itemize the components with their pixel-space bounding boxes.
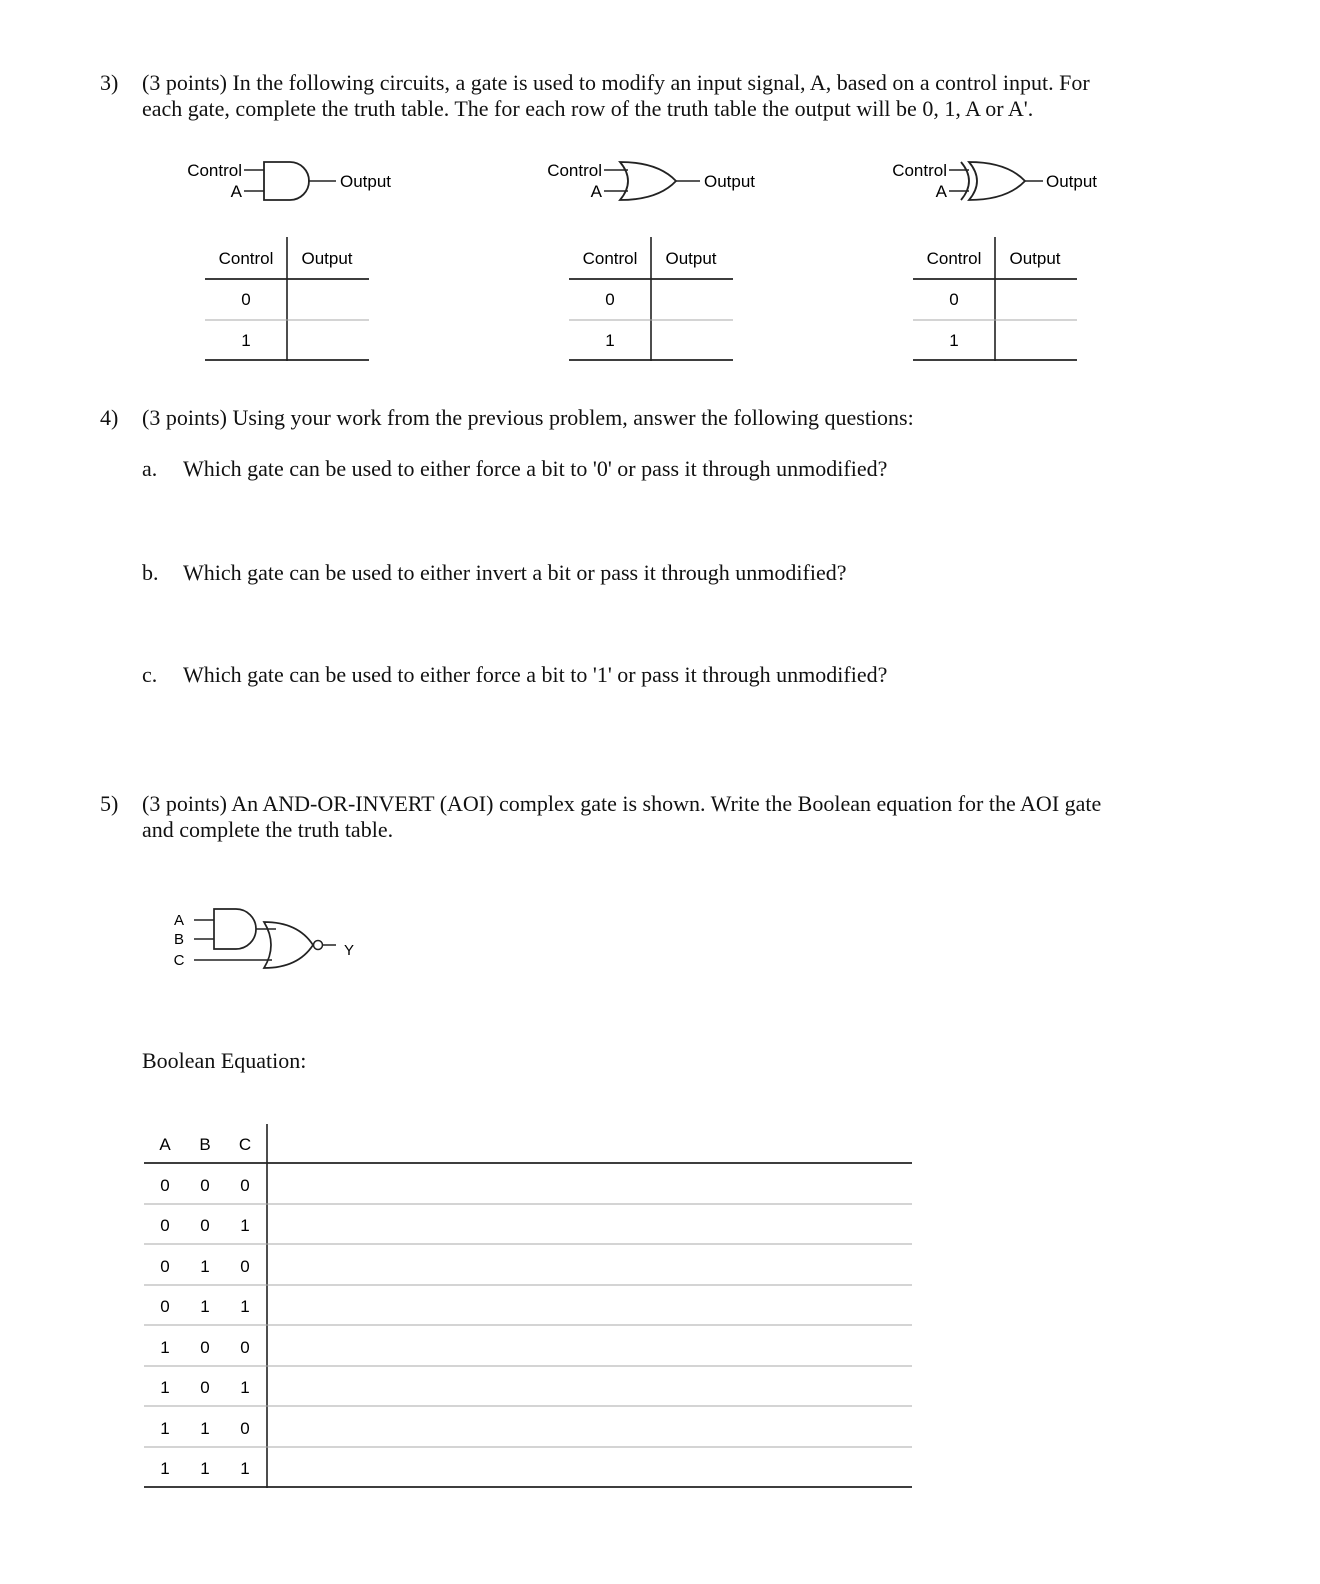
- table-row-control-0: 0: [605, 290, 615, 309]
- aoi-cell: 0: [240, 1257, 250, 1276]
- aoi-cell: 1: [160, 1338, 170, 1357]
- table-header-control: Control: [582, 249, 638, 268]
- aoi-cell: 0: [200, 1216, 210, 1235]
- table-row-control-1: 1: [949, 331, 959, 350]
- gate-a-label: A: [590, 182, 602, 201]
- table-header-control: Control: [218, 249, 274, 268]
- table-row-control-1: 1: [241, 331, 251, 350]
- gate-control-label: Control: [187, 161, 242, 180]
- aoi-input-b: B: [173, 931, 185, 948]
- aoi-input-a: A: [173, 912, 185, 929]
- aoi-cell: 0: [240, 1176, 250, 1195]
- aoi-cell: 0: [240, 1338, 250, 1357]
- table-row: [160, 1459, 249, 1478]
- q4-number: 4): [100, 405, 119, 430]
- truth-table-xor: [913, 235, 1078, 365]
- truth-table-or: [569, 235, 734, 365]
- table-row: [160, 1176, 249, 1195]
- gate-diagram-xor: [865, 150, 1125, 210]
- table-row: [160, 1378, 249, 1397]
- q5-text-line1: (3 points) An AND-OR-INVERT (AOI) complex gate is shown. Write the Boolean equation for the AOI gate: [142, 791, 1102, 816]
- aoi-cell: 1: [240, 1216, 250, 1235]
- aoi-input-c: C: [173, 952, 185, 969]
- table-row-control-0: 0: [241, 290, 251, 309]
- q3-text-line1: (3 points) In the following circuits, a gate is used to modify an input signal, A, based on a control input. For: [142, 70, 1090, 95]
- table-row-control-0: 0: [949, 290, 959, 309]
- gate-a-label: A: [935, 182, 947, 201]
- gate-control-label: Control: [892, 161, 947, 180]
- q4-part-b-text: Which gate can be used to either invert a bit or pass it through unmodified?: [183, 560, 847, 585]
- aoi-cell: 0: [160, 1297, 170, 1316]
- aoi-cell: 1: [160, 1419, 170, 1438]
- q4-part-c-text: Which gate can be used to either force a bit to '1' or pass it through unmodified?: [183, 662, 888, 687]
- aoi-cell: 0: [240, 1419, 250, 1438]
- aoi-gate-icon: [160, 900, 380, 980]
- and-gate-icon: [160, 150, 420, 210]
- q4-part-c-label: c.: [142, 662, 158, 687]
- xor-gate-icon: [865, 150, 1125, 210]
- aoi-cell: 0: [160, 1216, 170, 1235]
- q4-part-b-label: b.: [142, 560, 159, 585]
- aoi-cell: 1: [240, 1459, 250, 1478]
- gate-diagram-and: [160, 150, 420, 210]
- table-header-control: Control: [926, 249, 982, 268]
- table-header-output: Output: [301, 249, 353, 268]
- aoi-cell: 1: [200, 1297, 210, 1316]
- table-row: [160, 1338, 249, 1357]
- aoi-cell: 1: [240, 1297, 250, 1316]
- q4-part-a-text: Which gate can be used to either force a bit to '0' or pass it through unmodified?: [183, 456, 888, 481]
- table-row: [160, 1257, 249, 1276]
- q4-part-a-label: a.: [142, 456, 158, 481]
- aoi-cell: 1: [240, 1378, 250, 1397]
- gate-output-label: Output: [704, 172, 756, 191]
- q5-number: 5): [100, 791, 119, 816]
- aoi-cell: 1: [160, 1378, 170, 1397]
- table-row: [160, 1216, 249, 1235]
- aoi-header-b: B: [199, 1135, 211, 1154]
- aoi-cell: 1: [200, 1419, 210, 1438]
- q5-text-line2: and complete the truth table.: [142, 817, 394, 842]
- aoi-cell: 0: [200, 1338, 210, 1357]
- q3-number: 3): [100, 70, 119, 95]
- q3-text-line2: each gate, complete the truth table. The for each row of the truth table the output will be 0, 1, A or A'.: [142, 96, 1034, 121]
- table-row-control-1: 1: [605, 331, 615, 350]
- boolean-equation-label: Boolean Equation:: [142, 1048, 307, 1073]
- aoi-header-c: C: [238, 1135, 252, 1154]
- aoi-output-y: Y: [343, 942, 355, 959]
- aoi-cell: 0: [160, 1257, 170, 1276]
- gate-output-label: Output: [340, 172, 392, 191]
- gate-a-label: A: [230, 182, 242, 201]
- aoi-truth-table: [144, 1122, 914, 1492]
- table-header-output: Output: [665, 249, 717, 268]
- aoi-cell: 0: [160, 1176, 170, 1195]
- table-row: [160, 1419, 249, 1438]
- table-row: [160, 1297, 249, 1316]
- gate-diagram-or: [520, 150, 780, 210]
- aoi-cell: 0: [200, 1378, 210, 1397]
- gate-control-label: Control: [547, 161, 602, 180]
- aoi-cell: 1: [200, 1459, 210, 1478]
- aoi-header-a: A: [159, 1135, 171, 1154]
- or-gate-icon: [520, 150, 780, 210]
- gate-output-label: Output: [1046, 172, 1098, 191]
- table-header-output: Output: [1009, 249, 1061, 268]
- aoi-gate-diagram: [160, 900, 380, 980]
- aoi-cell: 1: [160, 1459, 170, 1478]
- truth-table-and: [205, 235, 370, 365]
- aoi-cell: 1: [200, 1257, 210, 1276]
- q4-text: (3 points) Using your work from the previous problem, answer the following questions:: [142, 405, 914, 430]
- aoi-cell: 0: [200, 1176, 210, 1195]
